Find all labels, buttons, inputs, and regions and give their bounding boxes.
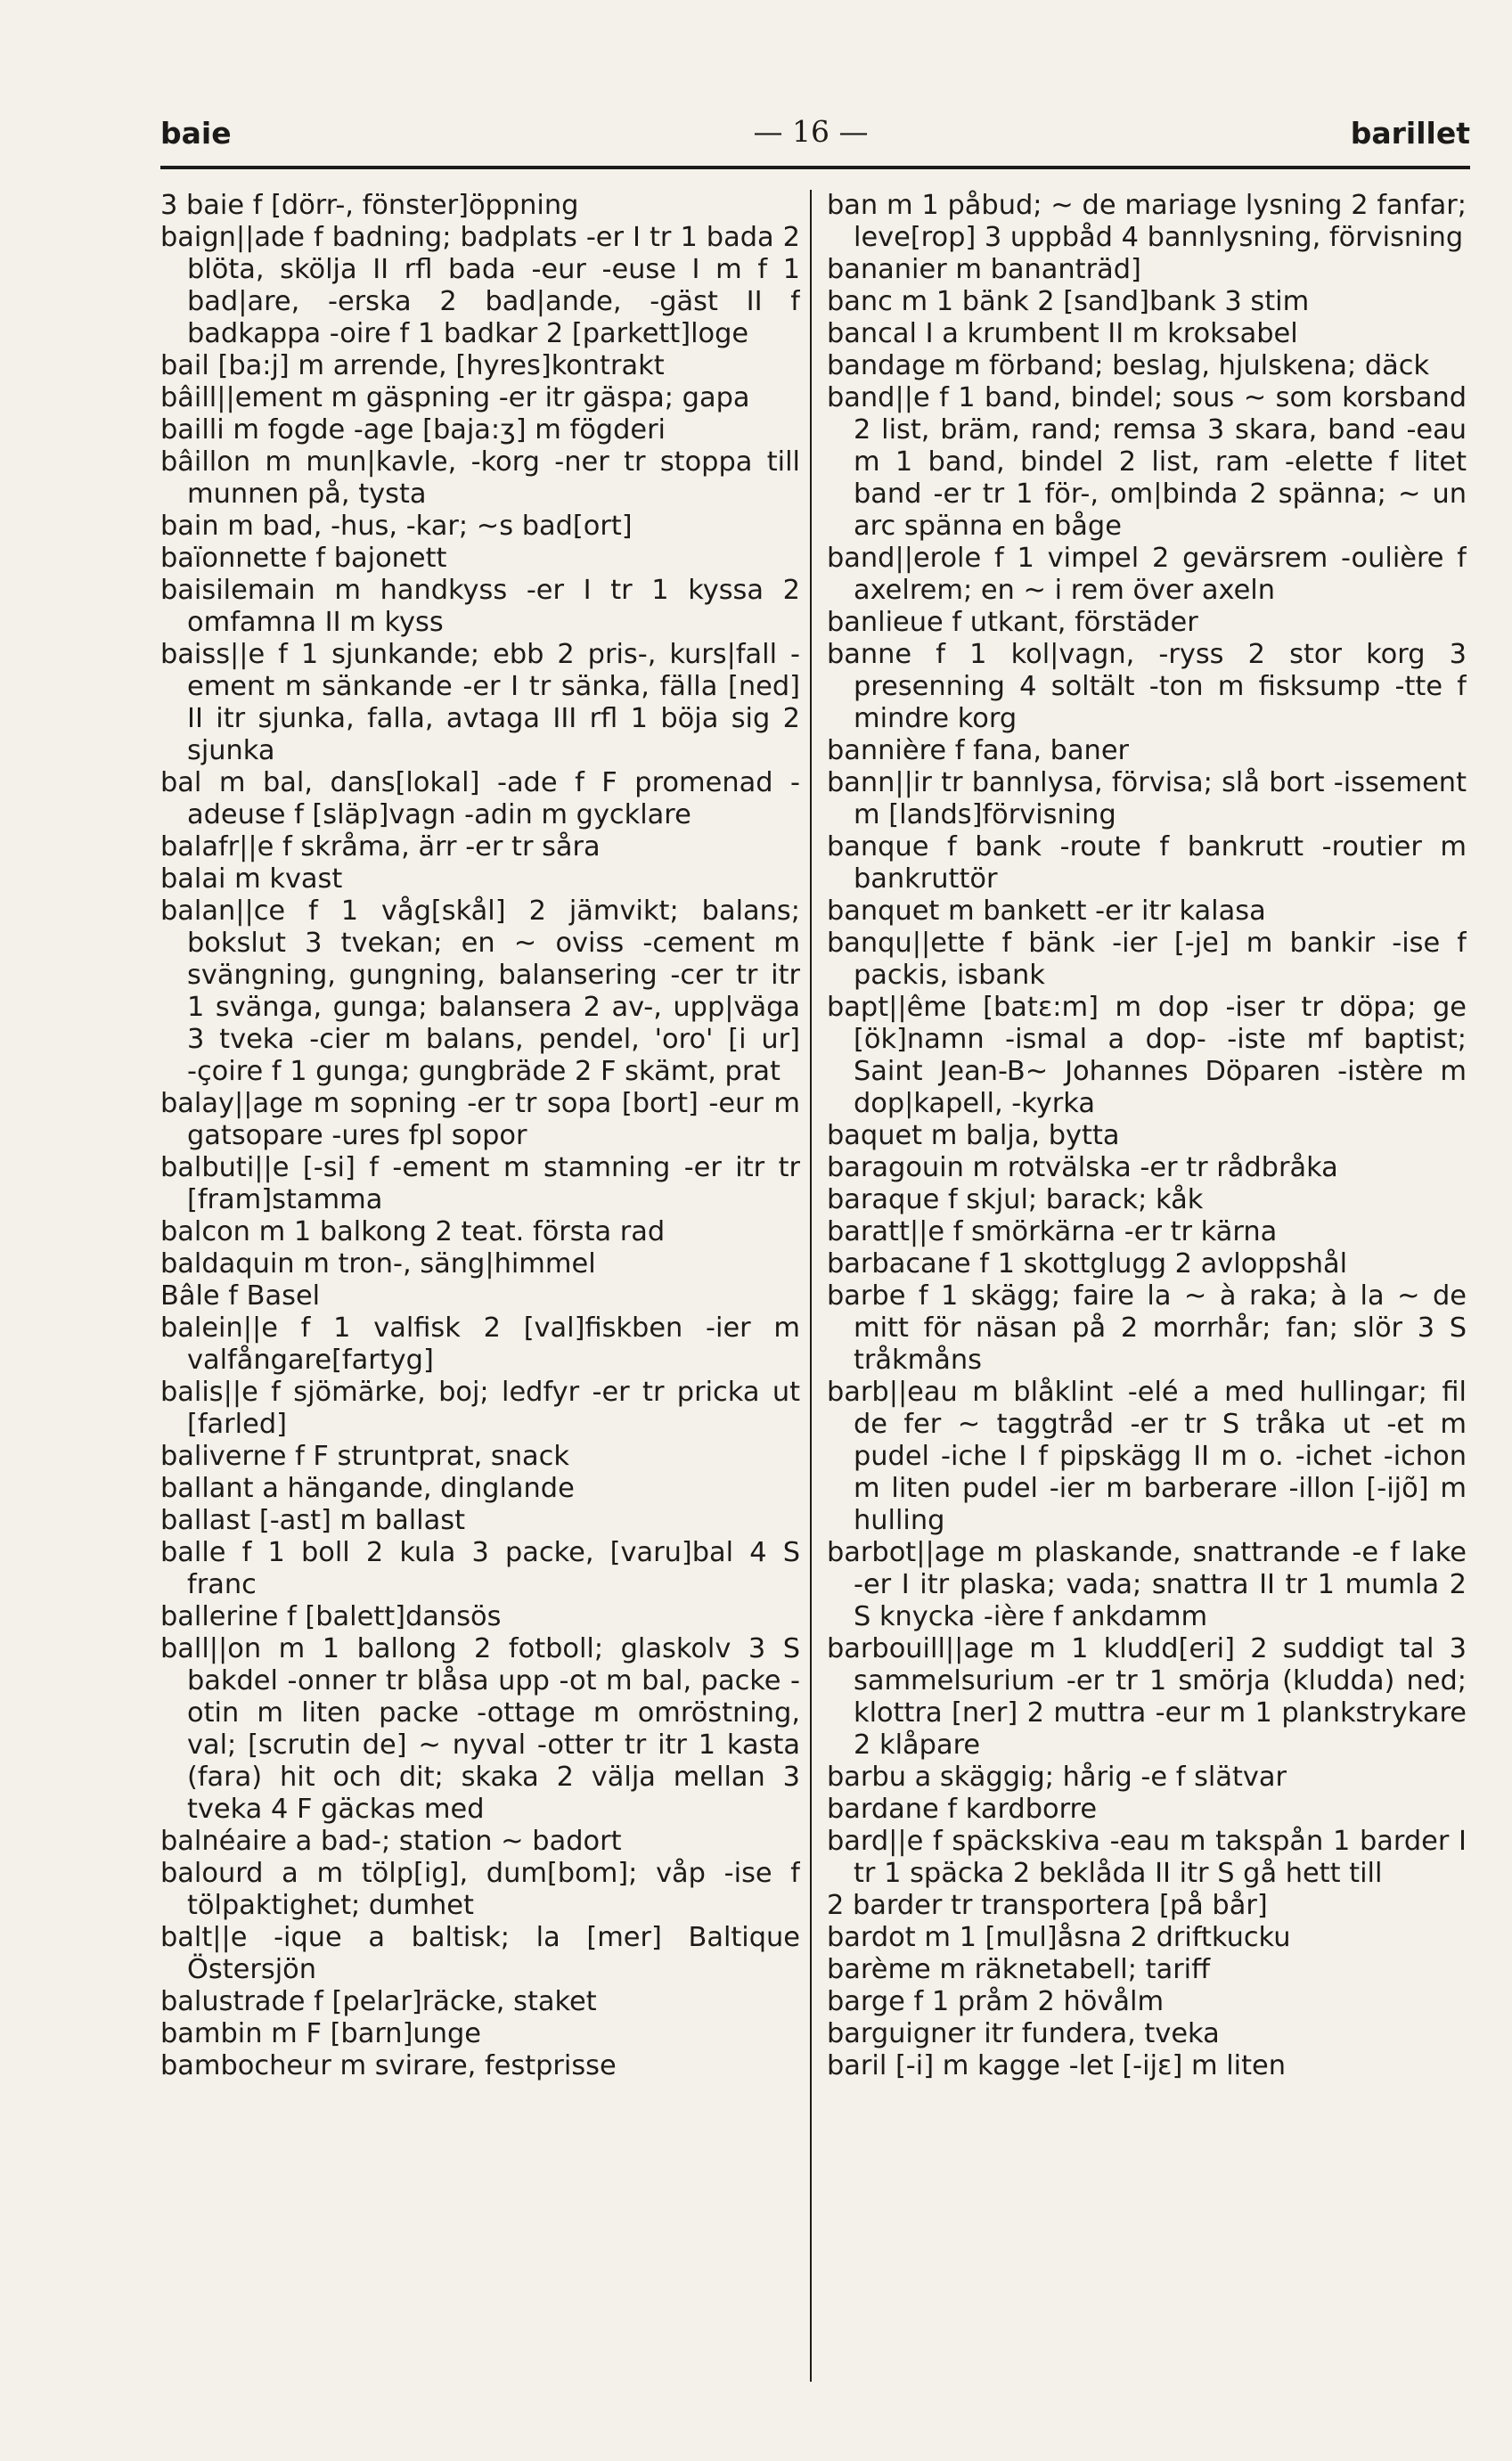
right-column — [827, 190, 1467, 2391]
dictionary-entry: ball||on m 1 ballong 2 fotboll; glaskolv 3 S bakdel -onner tr blåsa upp -ot m bal, packe -otin m liten packe -ottage m omröstning, val; [scrutin de] ~ nyval -otter tr itr 1 kasta (fara) hit och dit; skaka 2 välja mellan 3 tveka 4 F gäckas med — [160, 1633, 800, 1825]
dictionary-entry: bann||ir tr bannlysa, förvisa; slå bort -issement m [lands]förvisning — [827, 767, 1467, 830]
dictionary-entry: balein||e f 1 valfisk 2 [val]fiskben -ier m valfångare[fartyg] — [160, 1312, 800, 1376]
dictionary-entry: banquet m bankett -er itr kalasa — [827, 895, 1266, 927]
dictionary-entry: barème m räknetabell; tariff — [827, 1954, 1211, 1985]
dictionary-entry: balustrade f [pelar]räcke, staket — [160, 1986, 597, 2017]
dictionary-entry: bain m bad, -hus, -kar; ~s bad[ort] — [160, 511, 633, 542]
dictionary-entry: baign||ade f badning; badplats -er I tr 1 bada 2 blöta, skölja II rfl bada -eur -euse I m f 1 bad|are, -erska 2 bad|ande, -gäst II f badkappa -oire f 1 badkar 2 [parkett]loge — [160, 222, 800, 349]
entry-columns — [151, 190, 1470, 2391]
dictionary-entry: ballant a hängande, dinglande — [160, 1473, 575, 1504]
dictionary-entry: ban m 1 påbud; ~ de mariage lysning 2 fanfar; leve[rop] 3 uppbåd 4 bannlysning, förvisning — [827, 190, 1467, 253]
dictionary-entry: baldaquin m tron-, säng|himmel — [160, 1248, 596, 1280]
dictionary-entry: 3 baie f [dörr-, fönster]öppning — [160, 190, 579, 221]
dictionary-entry: bard||e f späckskiva -eau m takspån 1 barder I tr 1 späcka 2 beklåda II itr S gå hett till — [827, 1826, 1467, 1889]
dictionary-entry: barge f 1 pråm 2 hövålm — [827, 1986, 1165, 2017]
dictionary-entry: balis||e f sjömärke, boj; ledfyr -er tr pricka ut [farled] — [160, 1377, 800, 1440]
dictionary-entry: bardot m 1 [mul]åsna 2 driftkucku — [827, 1922, 1291, 1953]
dictionary-entry: barbacane f 1 skottglugg 2 avloppshål — [827, 1248, 1348, 1280]
dictionary-entry: baragouin m rotvälska -er tr rådbråka — [827, 1152, 1338, 1183]
dictionary-entry: balnéaire a bad-; station ~ badort — [160, 1826, 622, 1857]
header-rule — [160, 166, 1470, 169]
dictionary-entry: bail [ba:j] m arrende, [hyres]kontrakt — [160, 350, 665, 381]
dictionary-entry: bâillon m mun|kavle, -korg -ner tr stoppa till munnen på, tysta — [160, 446, 800, 510]
dictionary-entry: 2 barder tr transportera [på bår] — [827, 1890, 1268, 1921]
dictionary-entry: banqu||ette f bänk -ier [-je] m bankir -ise f packis, isbank — [827, 928, 1467, 991]
dictionary-entry: ballerine f [balett]dansös — [160, 1601, 502, 1632]
dictionary-entry: bandage m förband; beslag, hjulskena; däck — [827, 350, 1430, 381]
dictionary-entry: balan||ce f 1 våg[skål] 2 jämvikt; balans; bokslut 3 tvekan; en ~ oviss -cement m svängning, gungning, balansering -cer tr itr 1 svänga, gunga; balansera 2 av-, upp|väga 3 tveka -cier m balans, pendel, 'oro' [i ur] -çoire f 1 gunga; gungbräde 2 F skämt, prat — [160, 895, 800, 1087]
dictionary-entry: barbu a skäggig; hårig -e f slätvar — [827, 1762, 1287, 1793]
dictionary-entry: barguigner itr fundera, tveka — [827, 2018, 1220, 2049]
dictionary-entry: baiss||e f 1 sjunkande; ebb 2 pris-, kurs|fall -ement m sänkande -er I tr sänka, fälla [ned] II itr sjunka, falla, avtaga III rfl 1 böja sig 2 sjunka — [160, 639, 800, 766]
dictionary-entry: baraque f skjul; barack; kåk — [827, 1184, 1204, 1215]
dictionary-entry: band||erole f 1 vimpel 2 gevärsrem -oulière f axelrem; en ~ i rem över axeln — [827, 543, 1467, 606]
dictionary-entry: bapt||ême [batɛ:m] m dop -iser tr döpa; ge [ök]namn -ismal a dop- -iste mf baptist; Saint Jean-B~ Johannes Döparen -istère m dop|kapell, -kyrka — [827, 992, 1467, 1119]
dictionary-entry: band||e f 1 band, bindel; sous ~ som korsband 2 list, bräm, rand; remsa 3 skara, band -eau m 1 band, bindel 2 list, ram -elette f litet band -er tr 1 för-, om|binda 2 spänna; ~ un arc spänna en båge — [827, 382, 1467, 542]
dictionary-entry: balai m kvast — [160, 863, 343, 895]
dictionary-entry: barb||eau m blåklint -elé a med hullingar; fil de fer ~ taggtråd -er tr S tråka ut -et m pudel -iche I f pipskägg II m o. -ichet -ichon m liten pudel -ier m barberare -illon [-ijõ] m hulling — [827, 1377, 1467, 1536]
dictionary-entry: barbe f 1 skägg; faire la ~ à raka; à la ~ de mitt för näsan på 2 morrhår; fan; slör 3 S tråkmåns — [827, 1280, 1467, 1376]
dictionary-entry: bancal I a krumbent II m kroksabel — [827, 318, 1298, 349]
left-column — [160, 190, 800, 2391]
dictionary-entry: barbouill||age m 1 kludd[eri] 2 suddigt tal 3 sammelsurium -er tr 1 smörja (kludda) ned; klottra [ner] 2 muttra -eur m 1 plankstrykare 2 klåpare — [827, 1633, 1467, 1761]
dictionary-entry: bailli m fogde -age [baja:ʒ] m fögderi — [160, 414, 666, 446]
dictionary-entry: Bâle f Basel — [160, 1280, 321, 1312]
dictionary-entry: bardane f kardborre — [827, 1794, 1098, 1825]
dictionary-entry: bananier m bananträd] — [827, 254, 1141, 285]
last-headword: barillet — [1350, 116, 1470, 151]
dictionary-entry: banque f bank -route f bankrutt -routier m bankruttör — [827, 831, 1467, 895]
dictionary-entry: baril [-i] m kagge -let [-ijɛ] m liten — [827, 2050, 1286, 2081]
page-header — [151, 105, 1470, 168]
dictionary-entry: balbuti||e [-si] f -ement m stamning -er itr tr [fram]stamma — [160, 1152, 800, 1215]
dictionary-entry: bannière f fana, baner — [827, 735, 1130, 766]
dictionary-entry: baliverne f F struntprat, snack — [160, 1441, 569, 1472]
dictionary-entry: balourd a m tölp[ig], dum[bom]; våp -ise f tölpaktighet; dumhet — [160, 1858, 800, 1921]
dictionary-entry: bâill||ement m gäspning -er itr gäspa; gapa — [160, 382, 750, 413]
dictionary-entry: banlieue f utkant, förstäder — [827, 607, 1198, 638]
dictionary-entry: baquet m balja, bytta — [827, 1120, 1120, 1151]
dictionary-entry: banc m 1 bänk 2 [sand]bank 3 stim — [827, 286, 1310, 317]
dictionary-entry: baisilemain m handkyss -er I tr 1 kyssa 2 omfamna II m kyss — [160, 575, 800, 638]
dictionary-entry: baïonnette f bajonett — [160, 543, 447, 574]
page-number: — 16 — — [753, 114, 869, 149]
dictionary-entry: balle f 1 boll 2 kula 3 packe, [varu]bal 4 S franc — [160, 1537, 800, 1600]
dictionary-entry: baratt||e f smörkärna -er tr kärna — [827, 1216, 1278, 1247]
dictionary-entry: ballast [-ast] m ballast — [160, 1505, 465, 1536]
dictionary-entry: barbot||age m plaskande, snattrande -e f lake -er I itr plaska; vada; snattra II tr 1 mumla 2 S knycka -ière f ankdamm — [827, 1537, 1467, 1632]
dictionary-entry: balcon m 1 balkong 2 teat. första rad — [160, 1216, 666, 1247]
dictionary-entry: bambin m F [barn]unge — [160, 2018, 481, 2049]
column-divider — [810, 190, 812, 2382]
dictionary-entry: balafr||e f skråma, ärr -er tr såra — [160, 831, 601, 863]
dictionary-entry: bal m bal, dans[lokal] -ade f F promenad -adeuse f [släp]vagn -adin m gycklare — [160, 767, 800, 830]
dictionary-page — [151, 105, 1470, 2404]
first-headword: baie — [160, 116, 232, 151]
dictionary-entry: banne f 1 kol|vagn, -ryss 2 stor korg 3 presenning 4 soltält -ton m fisksump -tte f mindre korg — [827, 639, 1467, 734]
dictionary-entry: balt||e -ique a baltisk; la [mer] Baltique Östersjön — [160, 1922, 800, 1985]
dictionary-entry: bambocheur m svirare, festprisse — [160, 2050, 617, 2081]
dictionary-entry: balay||age m sopning -er tr sopa [bort] -eur m gatsopare -ures fpl sopor — [160, 1088, 800, 1151]
